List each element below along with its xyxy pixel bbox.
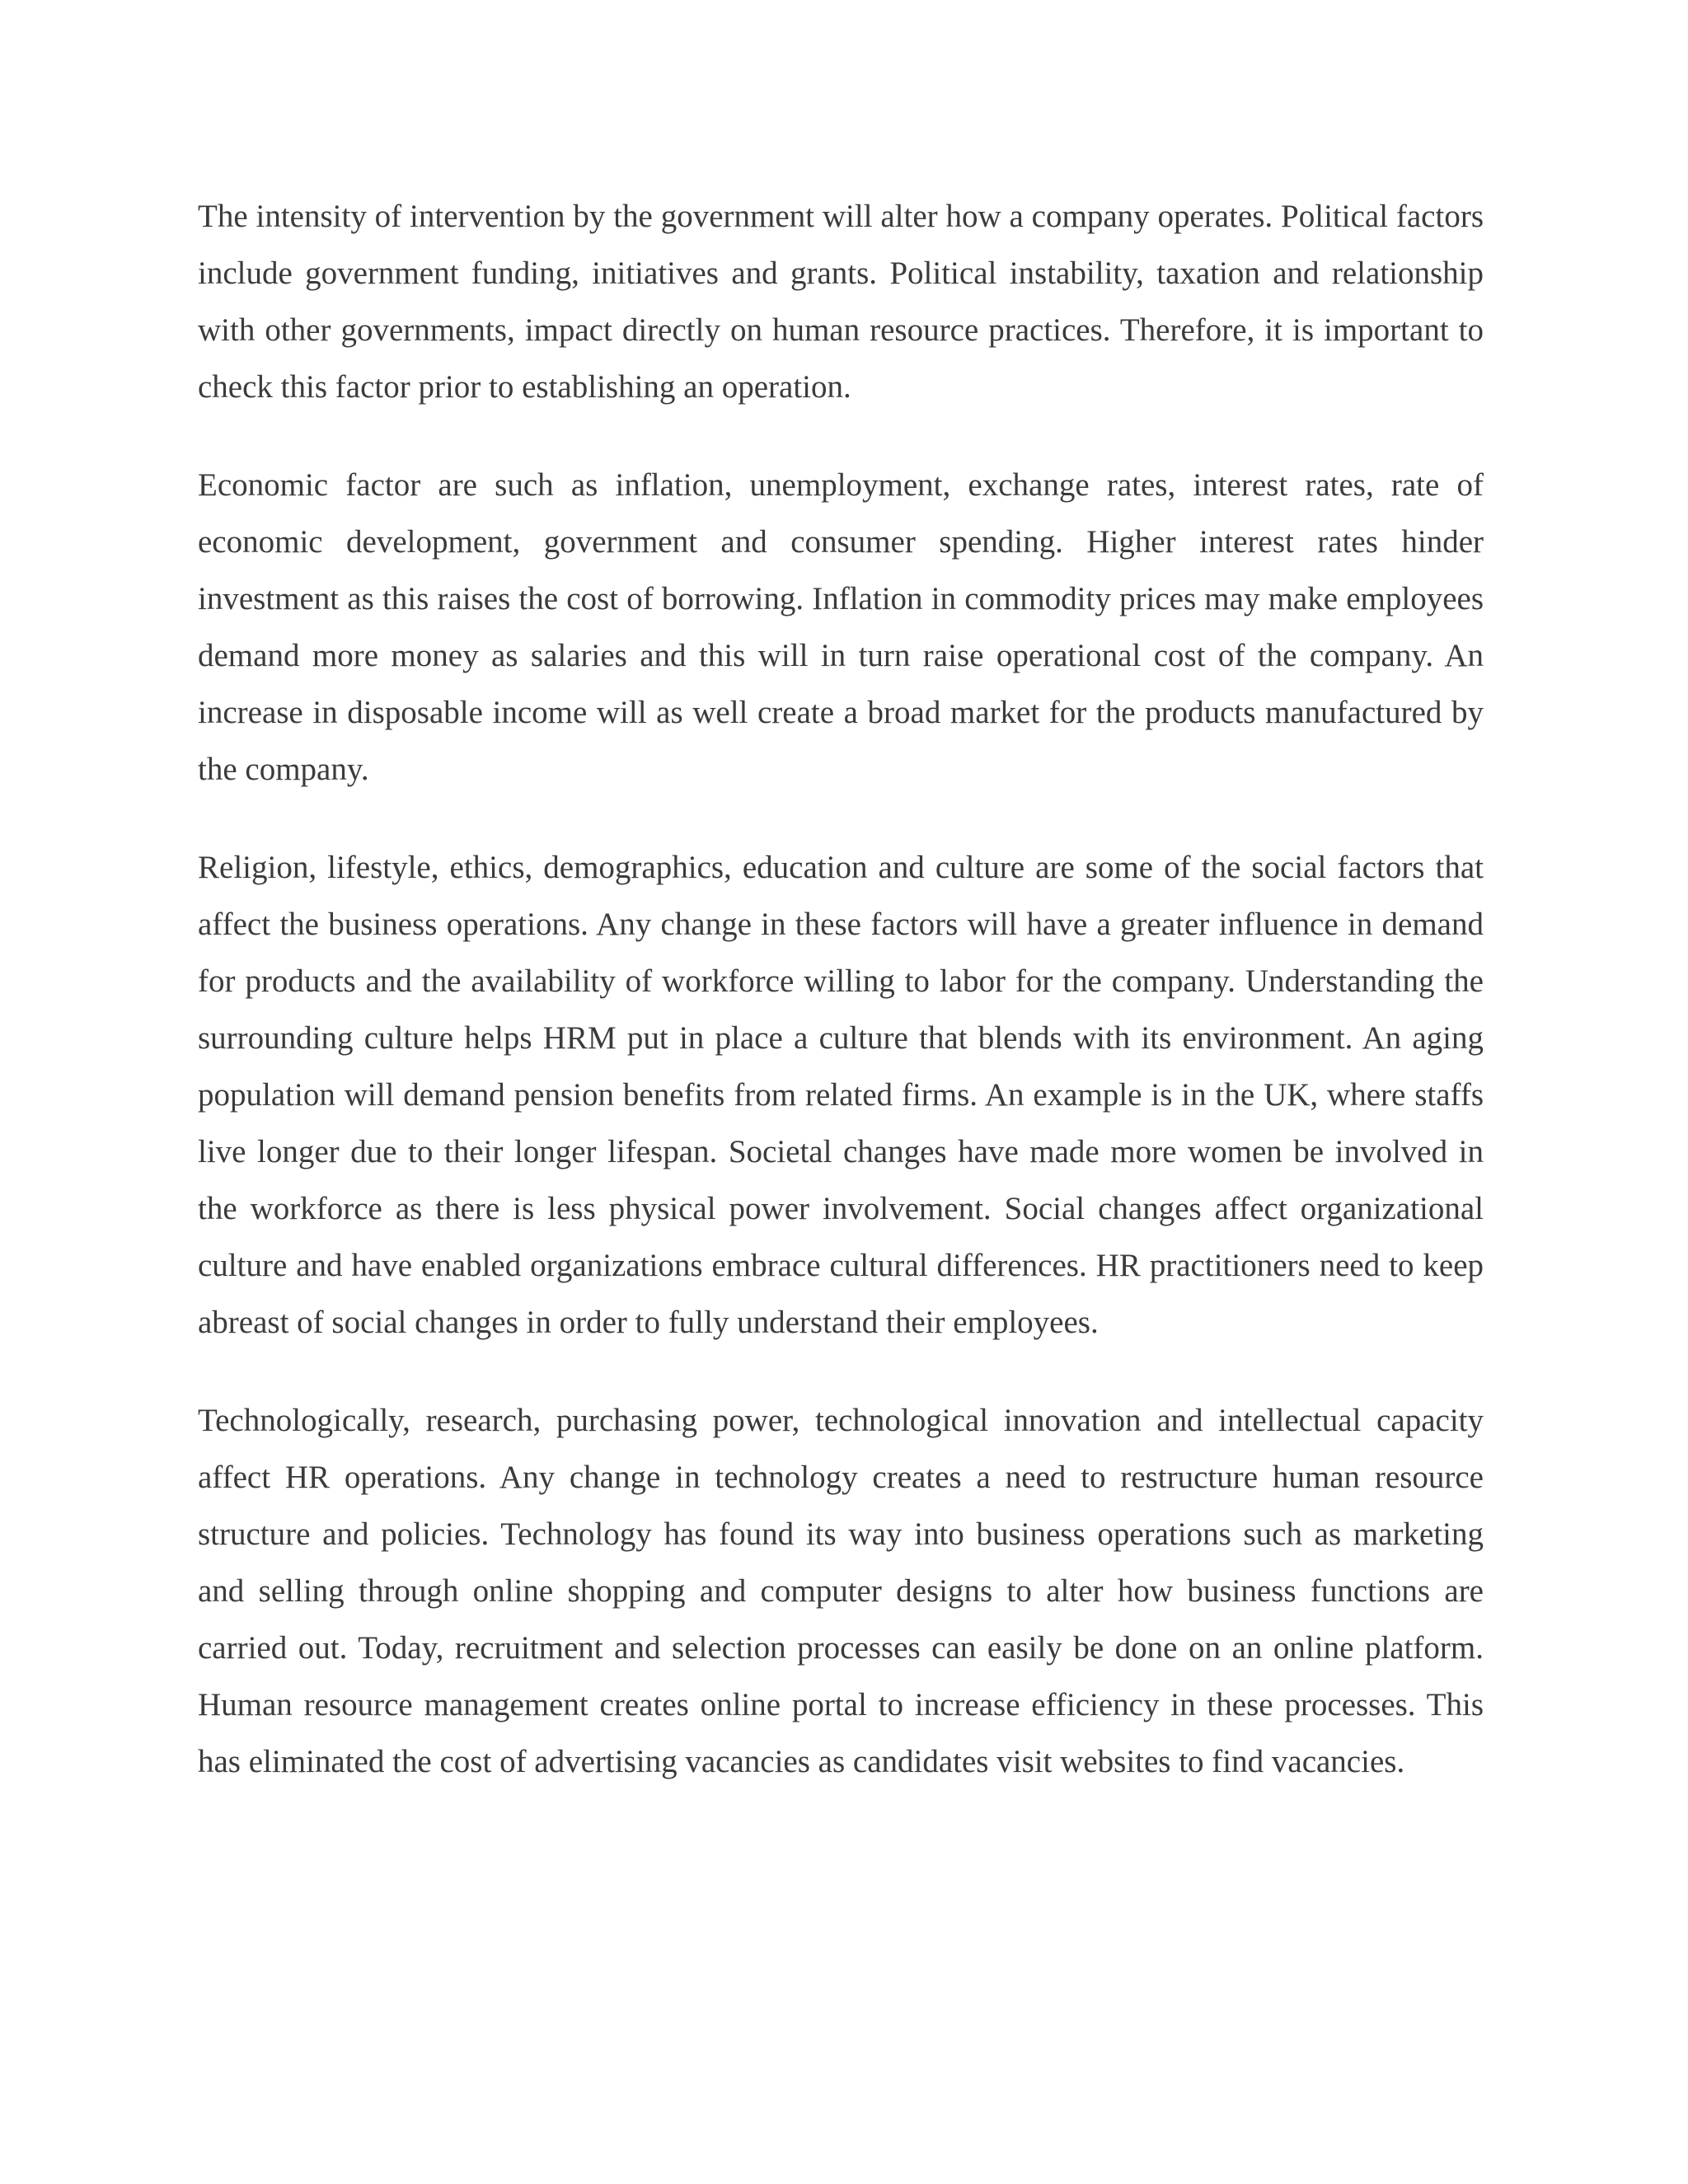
paragraph-political-factors: The intensity of intervention by the government will alter how a company operates. Political factors include government funding, initiatives and grants. Political instability, taxation and relationship with other governments, impact directly on human resource practices. Therefore, it is important to check this factor prior to establishing an operation. [198, 199, 1484, 405]
document-body [198, 188, 1484, 1790]
paragraph-technological-factors: Technologically, research, purchasing power, technological innovation and intellectual capacity affect HR operations. Any change in technology creates a need to restructure human resource structure and policies. Technology has found its way into business operations such as marketing and selling through online shopping and computer designs to alter how business functions are carried out. Today, recruitment and selection processes can easily be done on an online platform. Human resource management creates online portal to increase efficiency in these processes. This has eliminated the cost of advertising vacancies as candidates visit websites to find vacancies. [198, 1403, 1484, 1779]
paragraph-economic-factors: Economic factor are such as inflation, unemployment, exchange rates, interest rates, rate of economic development, government and consumer spending. Higher interest rates hinder investment as this raises the cost of borrowing. Inflation in commodity prices may make employees demand more money as salaries and this will in turn raise operational cost of the company. An increase in disposable income will as well create a broad market for the products manufactured by the company. [198, 467, 1484, 787]
paragraph-social-factors: Religion, lifestyle, ethics, demographics, education and culture are some of the social factors that affect the business operations. Any change in these factors will have a greater influence in demand for products and the availability of workforce willing to labor for the company. Understanding the surrounding culture helps HRM put in place a culture that blends with its environment. An aging population will demand pension benefits from related firms. An example is in the UK, where staffs live longer due to their longer lifespan. Societal changes have made more women be involved in the workforce as there is less physical power involvement. Social changes affect organizational culture and have enabled organizations embrace cultural differences. HR practitioners need to keep abreast of social changes in order to fully understand their employees. [198, 850, 1484, 1340]
